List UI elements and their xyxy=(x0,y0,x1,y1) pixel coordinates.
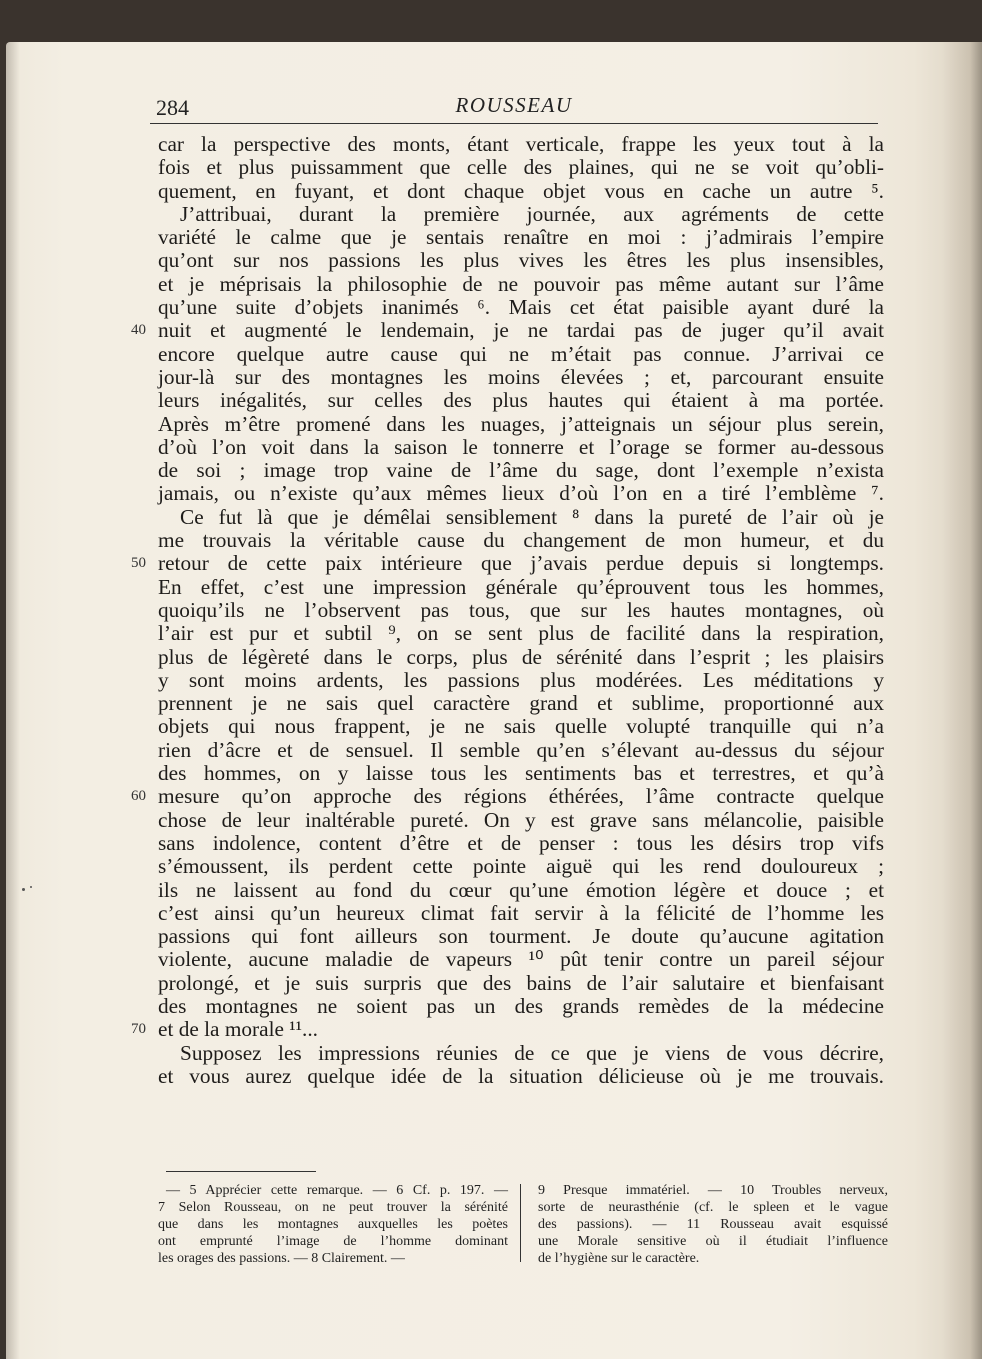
text-line-content: passions qui font ailleurs son tourment. Je doute qu’aucune agitation xyxy=(158,924,884,949)
text-line xyxy=(158,692,884,715)
text-line xyxy=(158,599,884,622)
text-line-content: l’air est pur et subtil ⁹, on se sent plus de facilité dans la respiration, xyxy=(158,621,884,646)
text-line-content: qu’une suite d’objets inanimés ⁶. Mais cet état paisible ayant duré la xyxy=(158,295,884,320)
text-line-content: y sont moins ardents, les passions plus modérées. Les méditations y xyxy=(158,667,884,692)
text-line-content: leurs inégalités, sur celles des plus hautes qui étaient à ma portée. xyxy=(158,388,884,413)
text-line xyxy=(158,576,884,599)
footnote-line: des passions). — 11 Rousseau avait esquissé xyxy=(538,1217,888,1232)
text-line xyxy=(158,436,884,459)
text-line xyxy=(158,203,884,226)
text-line xyxy=(158,739,884,762)
scan-speck xyxy=(30,886,32,888)
text-line xyxy=(158,855,884,878)
text-line xyxy=(158,1065,884,1088)
edge-shadow xyxy=(942,42,982,1359)
text-line xyxy=(158,506,884,529)
text-line-content: rien d’âcre et de sensuel. Il semble qu’en s’élevant au-dessus du séjour xyxy=(158,737,884,762)
text-line xyxy=(158,413,884,436)
text-line-content: Supposez les impressions réunies de ce que je viens de vous décrire, xyxy=(180,1040,884,1065)
line-number: 40 xyxy=(131,322,146,339)
text-line-content: des montagnes ne soient pas un des grands remèdes de la médecine xyxy=(158,993,884,1018)
text-line-content: Après m’être promené dans les nuages, j’atteignais un séjour plus serein, xyxy=(158,411,884,436)
text-line xyxy=(158,389,884,412)
text-line-content: qu’ont sur nos passions les plus vives les êtres les plus insensibles, xyxy=(158,248,884,273)
text-line-content: c’est ainsi qu’un heureux climat fait servir à la félicité de l’homme les xyxy=(158,900,884,925)
line-number: 60 xyxy=(131,788,146,805)
text-line-content: chose de leur inaltérable pureté. On y est grave sans mélancolie, paisible xyxy=(158,807,884,832)
text-line-content: nuit et augmenté le lendemain, je ne tardai pas de juger qu’il avait xyxy=(158,318,884,343)
text-line-content: d’où l’on voit dans la saison le tonnerre et l’orage se former au-dessous xyxy=(158,434,884,459)
text-line xyxy=(158,459,884,482)
text-line xyxy=(158,972,884,995)
text-line xyxy=(158,809,884,832)
text-line xyxy=(158,902,884,925)
footnotes-right-column xyxy=(538,1182,888,1267)
text-line xyxy=(131,1017,884,1042)
footnote-rule xyxy=(166,1171,316,1172)
footnotes-left-column xyxy=(158,1182,508,1267)
footnote-line: — 5 Apprécier cette remarque. — 6 Cf. p. 197. — xyxy=(166,1183,508,1198)
text-line xyxy=(158,948,884,971)
text-line xyxy=(158,366,884,389)
text-line xyxy=(158,156,884,179)
text-line xyxy=(131,318,884,343)
footnote-line: une Morale sensitive où il étudiait l’influence xyxy=(538,1234,888,1249)
text-line-content: plus de légèreté dans le corps, plus de sérénité dans l’esprit ; les plaisirs xyxy=(158,644,884,669)
footnote-line: 7 Selon Rousseau, on ne peut trouver la sérénité xyxy=(158,1200,508,1215)
running-head xyxy=(150,93,878,124)
text-line xyxy=(158,482,884,505)
text-line-content: de soi ; image trop vaine de l’âme du sage, dont l’exemple n’exista xyxy=(158,458,884,483)
text-line-content: prolongé, et je suis surpris que des bains de l’air salutaire et bienfaisant xyxy=(158,970,884,995)
text-line-content: et je méprisais la philosophie de ne pouvoir pas même autant sur l’âme xyxy=(158,271,884,296)
text-line-content: des hommes, on y laisse tous les sentiments bas et terrestres, et qu’à xyxy=(158,761,884,786)
text-line xyxy=(158,273,884,296)
text-line-content: s’émoussent, ils perdent cette pointe aiguë qui les rend douloureux ; xyxy=(158,854,884,879)
body-text xyxy=(131,132,884,1088)
text-line-content: jour-là sur des montagnes les moins élevées ; et, parcourant ensuite xyxy=(158,364,884,389)
text-line-content: sans indolence, content d’être et de penser : tous les désirs trop vifs xyxy=(158,830,884,855)
text-line-content: jamais, ou n’existe qu’aux mêmes lieux d’où l’on en a tiré l’emblème ⁷. xyxy=(158,481,884,506)
text-line xyxy=(158,995,884,1018)
page-number: 284 xyxy=(156,95,189,120)
text-line-content: J’attribuai, durant la première journée, aux agréments de cette xyxy=(180,201,884,226)
text-line-content: et vous aurez quelque idée de la situation délicieuse où je me trouvais. xyxy=(158,1063,884,1088)
footnote-line: que dans les montagnes auxquelles les poètes xyxy=(158,1217,508,1232)
text-line xyxy=(158,715,884,738)
text-line-content: violente, aucune maladie de vapeurs ¹⁰ pût tenir contre un pareil séjour xyxy=(158,947,884,972)
text-line xyxy=(158,296,884,319)
text-line-content: mesure qu’on approche des régions éthérées, l’âme contracte quelque xyxy=(158,784,884,809)
text-line xyxy=(158,832,884,855)
line-number: 50 xyxy=(131,555,146,572)
text-line-content: retour de cette paix intérieure que j’avais perdue depuis si longtemps. xyxy=(158,551,884,576)
text-line-content: quement, en fuyant, et dont chaque objet vous en cache un autre ⁵. xyxy=(158,178,884,203)
text-line-content: ils ne laissent au fond du cœur qu’une émotion légère et douce ; et xyxy=(158,877,884,902)
text-line-content: prennent je ne sais quel caractère grand et sublime, proportionné aux xyxy=(158,691,884,716)
text-line xyxy=(158,226,884,249)
text-line xyxy=(158,879,884,902)
text-line-content: Ce fut là que je démêlai sensiblement ⁸ dans la pureté de l’air où je xyxy=(180,504,884,529)
text-line xyxy=(158,133,884,156)
footnote-column-divider xyxy=(520,1184,521,1262)
text-line-content: car la perspective des monts, étant verticale, frappe les yeux tout à la xyxy=(158,132,884,156)
text-line xyxy=(158,529,884,552)
scan-speck xyxy=(22,888,25,891)
footnote-line: sorte de neurasthénie (cf. le spleen et le vague xyxy=(538,1200,888,1215)
text-line xyxy=(158,622,884,645)
text-line-content: objets qui nous frappent, je ne sais quelle volupté tranquille qui n’a xyxy=(158,714,884,739)
text-line-content: quoiqu’ils ne l’observent pas tous, que sur les hautes montagnes, où xyxy=(158,597,884,622)
text-line-content: encore quelque autre cause qui ne m’était pas connue. J’arrivai ce xyxy=(158,341,884,366)
text-line xyxy=(131,784,884,809)
footnote-line: de l’hygiène sur le caractère. xyxy=(538,1251,700,1266)
text-line xyxy=(158,669,884,692)
text-line xyxy=(158,343,884,366)
footnote-line: 9 Presque immatériel. — 10 Troubles nerveux, xyxy=(538,1183,888,1198)
text-line xyxy=(131,551,884,576)
text-line xyxy=(158,646,884,669)
text-line-content: En effet, c’est une impression générale qu’éprouvent tous les hommes, xyxy=(158,574,884,599)
text-line xyxy=(158,180,884,203)
text-line-content: variété le calme que je sentais renaître en moi : j’admirais l’empire xyxy=(158,225,884,250)
text-line xyxy=(158,762,884,785)
line-number: 70 xyxy=(131,1021,146,1038)
binding-shadow xyxy=(6,42,20,1359)
text-line-content: fois et plus puissamment que celle des plaines, qui ne se voit qu’obli- xyxy=(158,155,884,180)
text-line xyxy=(158,925,884,948)
running-title: ROUSSEAU xyxy=(455,93,573,117)
footnote-line: ont emprunté l’image de l’homme dominant xyxy=(158,1234,508,1249)
text-line-content: me trouvais la véritable cause du changement de mon humeur, et du xyxy=(158,528,884,553)
footnote-line: les orages des passions. — 8 Clairement. — xyxy=(158,1251,405,1266)
text-line xyxy=(158,1042,884,1065)
text-line xyxy=(158,249,884,272)
text-line-content: et de la morale ¹¹... xyxy=(158,1017,319,1042)
